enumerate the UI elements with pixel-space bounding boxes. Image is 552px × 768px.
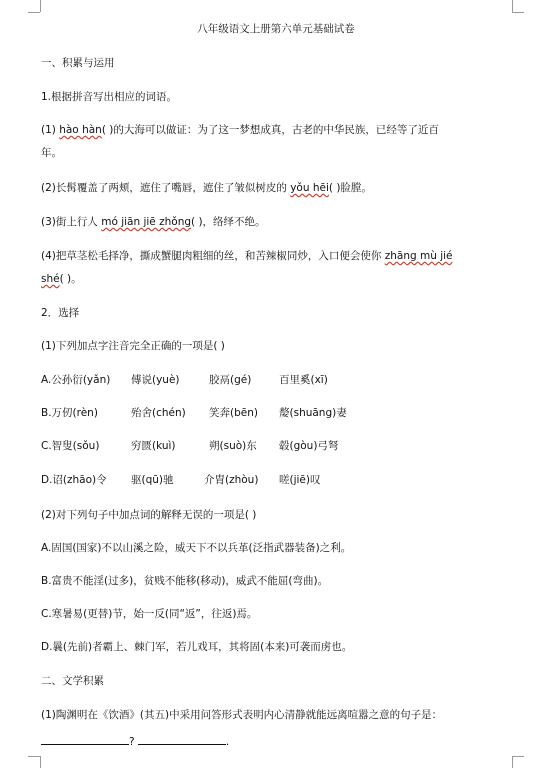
option-d-item-4: 嗟(jiē)叹: [279, 474, 321, 486]
option-b-item-2: 殆舍(chén): [131, 407, 186, 419]
q1-1-prefix: (1): [41, 124, 60, 136]
question-1-1-continued: 年。: [41, 147, 62, 159]
question-2-stem: 2．选择: [41, 307, 80, 319]
option-2-2-d: D.曩(先前)者霸上、棘门军，若儿戏耳，其将固(本来)可袭而虏也。: [41, 641, 353, 653]
question-1-1: [41, 123, 502, 137]
q1-1-text: ( )的大海可以做证：为了这一梦想成真，古老的中华民族，已经等了近百: [101, 124, 439, 136]
option-d-item-2: 驱(qū)驰: [131, 474, 174, 486]
option-c-item-4: 毂(gòu)弓弩: [279, 440, 339, 452]
option-b-item-4: 嫠(shuāng)妻: [279, 407, 347, 419]
answer-blank-2[interactable]: [138, 733, 226, 745]
option-2-2-a: A.固国(国家)不以山溪之险，威天下不以兵革(泛指武器装备)之利。: [41, 542, 352, 554]
question-1-4: [41, 249, 502, 263]
answer-blank-1[interactable]: [41, 733, 129, 745]
q1-4-suffix: ( )。: [59, 273, 82, 285]
crop-mark-bottom-right: [512, 756, 513, 768]
option-d-item-1: D.诏(zhāo)令: [41, 474, 107, 486]
q1-2-suffix: ( )脸膛。: [328, 182, 372, 194]
crop-mark-top-right: [512, 0, 513, 12]
option-a-item-3: 胶鬲(gé): [209, 374, 252, 386]
crop-mark-bottom-left: [40, 756, 41, 768]
question-3-stem: (1)陶渊明在《饮酒》(其五)中采用问答形式表明内心清静就能远离喧嚣之意的句子是：: [41, 709, 443, 721]
q1-4-pinyin-1: zhāng mù jié: [384, 250, 453, 262]
question-1-4-continued: [41, 272, 502, 286]
answer-separator: ?: [129, 736, 135, 748]
q1-3-pinyin: mó jiān jiē zhǒng: [101, 216, 192, 228]
option-c-item-3: 朔(suò)东: [209, 440, 257, 452]
option-d-item-3: 介胄(zhòu): [204, 474, 259, 486]
question-3-answer: [41, 733, 502, 749]
question-2-2-stem: (2)对下列句子中加点词的解释无误的一项是( ): [41, 509, 257, 521]
crop-mark-top-left: [40, 0, 41, 12]
option-c-item-1: C.智叟(sǒu): [41, 440, 100, 452]
option-a-item-2: 傅说(yuè): [131, 374, 180, 386]
q1-3-prefix: (3)街上行人: [41, 216, 102, 228]
question-1-2: [41, 181, 502, 195]
section-heading-2: 二、文学积累: [41, 675, 104, 687]
q1-1-pinyin: hào hàn: [59, 124, 102, 136]
crop-mark-bottom-right-h: [512, 756, 524, 757]
question-2-1-stem: (1)下列加点字注音完全正确的一项是( ): [41, 340, 225, 352]
answer-end: .: [225, 736, 230, 748]
question-1-stem: 1.根据拼音写出相应的词语。: [41, 91, 178, 103]
q1-2-prefix: (2)长髯覆盖了两颊，遮住了嘴唇，遮住了皱似树皮的: [41, 182, 291, 194]
section-heading-1: 一、积累与运用: [41, 57, 115, 69]
crop-mark-bottom-left-h: [28, 756, 40, 757]
q1-4-prefix: (4)把草茎松毛择净，撕成蟹腿肉粗细的丝，和苦辣椒同炒，入口便会使你: [41, 250, 385, 262]
option-a-item-4: 百里奚(xī): [279, 374, 328, 386]
option-2-2-c: C.寒暑易(更替)节，始一反(同“返”，往返)焉。: [41, 608, 258, 620]
q1-3-suffix: ( )，络绎不绝。: [191, 216, 266, 228]
option-a-item-1: A.公孙衍(yǎn): [41, 374, 111, 386]
q1-4-pinyin-2: shé: [41, 273, 60, 285]
document-title: 八年级语文上册第六单元基础试卷: [197, 23, 355, 35]
q1-2-pinyin: yǒu hēi: [290, 182, 329, 194]
option-b-item-3: 笑奔(bēn): [209, 407, 258, 419]
option-2-2-b: B.富贵不能淫(过多)，贫贱不能移(移动)，威武不能屈(弯曲)。: [41, 575, 329, 587]
option-b-item-1: B.万仞(rèn): [41, 407, 98, 419]
option-c-item-2: 穷匮(kuì): [131, 440, 176, 452]
crop-mark-top-right-h: [512, 12, 524, 13]
question-1-3: [41, 215, 502, 229]
crop-mark-top-left-h: [28, 12, 40, 13]
